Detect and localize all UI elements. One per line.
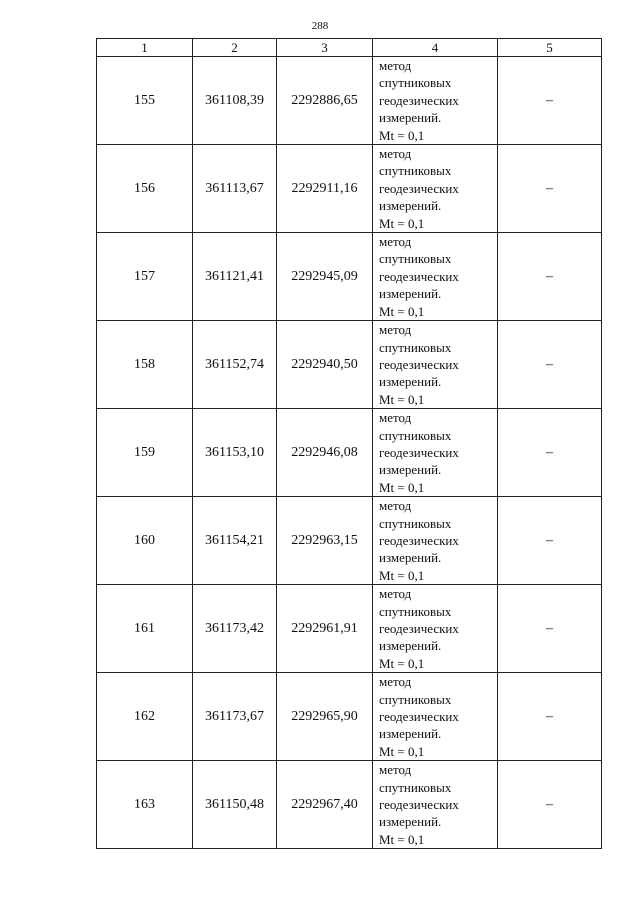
y-coordinate-cell: 2292911,16 <box>277 145 373 233</box>
method-text-line: спутниковых <box>379 251 452 267</box>
method-text-line: спутниковых <box>379 75 452 91</box>
method-text-line: спутниковых <box>379 339 452 355</box>
column-header: 5 <box>498 39 602 57</box>
point-number-cell: 163 <box>97 761 193 849</box>
column-header: 3 <box>277 39 373 57</box>
point-number-cell: 157 <box>97 233 193 321</box>
point-number-cell: 159 <box>97 409 193 497</box>
page-number: 288 <box>311 20 329 32</box>
method-text-line: спутниковых <box>379 603 452 619</box>
method-text-line: Mt = 0,1 <box>379 743 425 759</box>
y-coordinate-cell: 2292945,09 <box>277 233 373 321</box>
y-coordinate-cell: 2292940,50 <box>277 321 373 409</box>
method-text-line: спутниковых <box>379 163 452 179</box>
y-coordinate-cell: 2292886,65 <box>277 57 373 145</box>
method-text-line: спутниковых <box>379 515 452 531</box>
coordinates-table <box>96 38 602 849</box>
note-cell: – <box>498 585 602 673</box>
method-text-line: геодезических <box>379 356 459 372</box>
method-text-line: спутниковых <box>379 779 452 795</box>
table-header-row <box>97 39 602 57</box>
point-number-cell: 158 <box>97 321 193 409</box>
table-row <box>97 585 602 673</box>
note-cell: – <box>498 673 602 761</box>
x-coordinate-cell: 361150,48 <box>193 761 277 849</box>
method-text-line: Mt = 0,1 <box>379 391 425 407</box>
table-row <box>97 57 602 145</box>
method-text-line: метод <box>379 410 412 426</box>
method-text-line: метод <box>379 234 412 250</box>
method-text-line: Mt = 0,1 <box>379 127 425 143</box>
method-text-line: геодезических <box>379 532 459 548</box>
method-text-line: спутниковых <box>379 427 452 443</box>
method-cell <box>373 585 498 673</box>
note-cell: – <box>498 145 602 233</box>
y-coordinate-cell: 2292946,08 <box>277 409 373 497</box>
note-cell: – <box>498 409 602 497</box>
method-text-line: метод <box>379 146 412 162</box>
method-cell <box>373 321 498 409</box>
table-row <box>97 233 602 321</box>
column-header: 2 <box>193 39 277 57</box>
method-text-line: Mt = 0,1 <box>379 831 425 847</box>
method-text-line: метод <box>379 498 412 514</box>
note-cell: – <box>498 761 602 849</box>
method-text-line: измерений. <box>379 550 442 566</box>
method-cell <box>373 761 498 849</box>
point-number-cell: 160 <box>97 497 193 585</box>
column-header: 4 <box>373 39 498 57</box>
method-text-line: метод <box>379 586 412 602</box>
point-number-cell: 162 <box>97 673 193 761</box>
column-header: 1 <box>97 39 193 57</box>
table-row <box>97 673 602 761</box>
note-cell: – <box>498 57 602 145</box>
x-coordinate-cell: 361173,42 <box>193 585 277 673</box>
method-text-line: геодезических <box>379 180 459 196</box>
method-text-line: измерений. <box>379 814 442 830</box>
method-text-line: метод <box>379 674 412 690</box>
method-text-line: геодезических <box>379 444 459 460</box>
method-cell <box>373 409 498 497</box>
method-text-line: Mt = 0,1 <box>379 655 425 671</box>
method-cell <box>373 145 498 233</box>
method-text-line: геодезических <box>379 621 459 636</box>
method-text-line: геодезических <box>379 268 459 284</box>
method-text-line: Mt = 0,1 <box>379 303 425 319</box>
method-text-line: геодезических <box>379 797 459 813</box>
table-row <box>97 321 602 409</box>
method-text-line: измерений. <box>379 286 442 302</box>
method-cell <box>373 57 498 145</box>
point-number-cell: 161 <box>97 585 193 673</box>
x-coordinate-cell: 361113,67 <box>193 145 277 233</box>
table-row <box>97 145 602 233</box>
point-number-cell: 155 <box>97 57 193 145</box>
method-text-line: измерений. <box>379 110 442 126</box>
method-text-line: измерений. <box>379 638 442 654</box>
point-number-cell: 156 <box>97 145 193 233</box>
x-coordinate-cell: 361173,67 <box>193 673 277 761</box>
x-coordinate-cell: 361153,10 <box>193 409 277 497</box>
method-text-line: геодезических <box>379 709 459 725</box>
method-text-line: метод <box>379 322 412 338</box>
method-text-line: измерений. <box>379 198 442 214</box>
table-row <box>97 409 602 497</box>
method-text-line: спутниковых <box>379 691 452 707</box>
y-coordinate-cell: 2292965,90 <box>277 673 373 761</box>
method-text-line: Mt = 0,1 <box>379 215 425 231</box>
x-coordinate-cell: 361121,41 <box>193 233 277 321</box>
table-row <box>97 497 602 585</box>
method-cell <box>373 673 498 761</box>
method-cell <box>373 497 498 585</box>
note-cell: – <box>498 321 602 409</box>
y-coordinate-cell: 2292961,91 <box>277 585 373 673</box>
method-cell <box>373 233 498 321</box>
y-coordinate-cell: 2292963,15 <box>277 497 373 585</box>
x-coordinate-cell: 361152,74 <box>193 321 277 409</box>
method-text-line: измерений. <box>379 462 442 478</box>
y-coordinate-cell: 2292967,40 <box>277 761 373 849</box>
method-text-line: Mt = 0,1 <box>379 567 425 583</box>
method-text-line: измерений. <box>379 726 442 742</box>
method-text-line: геодезических <box>379 92 459 108</box>
x-coordinate-cell: 361154,21 <box>193 497 277 585</box>
method-text-line: измерений. <box>379 374 442 390</box>
method-text-line: Mt = 0,1 <box>379 479 425 495</box>
note-cell: – <box>498 233 602 321</box>
method-text-line: метод <box>379 762 412 778</box>
table-row <box>97 761 602 849</box>
x-coordinate-cell: 361108,39 <box>193 57 277 145</box>
note-cell: – <box>498 497 602 585</box>
method-text-line: метод <box>379 58 412 73</box>
